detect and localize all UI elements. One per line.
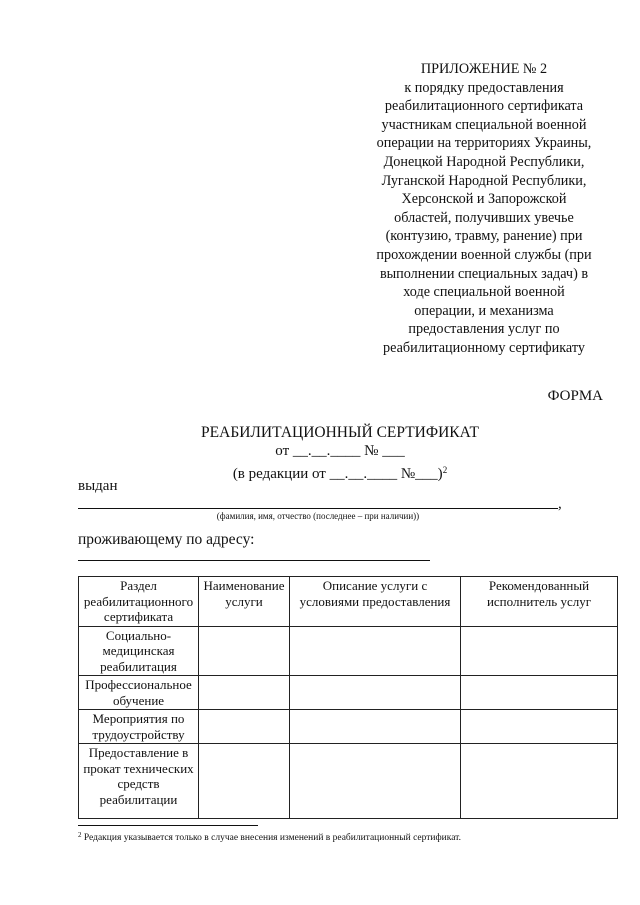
table-cell[interactable]	[461, 710, 618, 744]
table-header-cell: Описание услуги с условиями предоставления	[290, 577, 461, 627]
table-cell-section: Профессиональное обучение	[79, 676, 199, 710]
table-cell[interactable]	[461, 744, 618, 819]
footnote-text: Редакция указывается только в случае внесения изменений в реабилитационный сертификат.	[81, 833, 461, 843]
appendix-line: (контузию, травму, ранение) при	[385, 228, 583, 245]
certificate-title: РЕАБИЛИТАЦИОННЫЙ СЕРТИФИКАТ	[201, 424, 479, 441]
fio-caption: (фамилия, имя, отчество (последнее – при наличии))	[216, 511, 420, 521]
appendix-line: ходе специальной военной	[403, 284, 565, 301]
table-header-row	[79, 577, 618, 627]
table-cell-section: Мероприятия по трудоустройству	[79, 710, 199, 744]
table-cell[interactable]	[199, 710, 290, 744]
table-cell[interactable]	[290, 710, 461, 744]
form-label: ФОРМА	[547, 388, 603, 404]
table-cell[interactable]	[199, 626, 290, 676]
table-header-cell: Рекомендованный исполнитель услуг	[461, 577, 618, 627]
appendix-line: прохождении военной службы (при	[376, 246, 592, 263]
address-fill-line[interactable]	[78, 560, 430, 561]
table-row	[79, 626, 618, 676]
table-row	[79, 676, 618, 710]
appendix-line: ПРИЛОЖЕНИЕ № 2	[420, 61, 548, 77]
fio-fill-line[interactable]	[78, 508, 558, 509]
appendix-line: Херсонской и Запорожской	[401, 191, 567, 208]
appendix-line: Луганской Народной Республики,	[381, 172, 587, 189]
table-cell[interactable]	[199, 744, 290, 819]
table-header-cell: Наименование услуги	[199, 577, 290, 627]
fio-comma: ,	[558, 496, 562, 512]
table-cell[interactable]	[290, 676, 461, 710]
appendix-header	[360, 60, 608, 358]
table-cell-section: Предоставление в прокат технических средств реабилитации	[79, 744, 199, 819]
table-cell[interactable]	[461, 626, 618, 676]
certificate-title-block	[78, 423, 602, 484]
appendix-line: реабилитационному сертификату	[383, 339, 585, 356]
certificate-edition	[78, 461, 602, 484]
footnote	[78, 831, 461, 843]
table-row	[79, 710, 618, 744]
address-label: проживающему по адресу:	[78, 531, 255, 548]
table-row	[79, 744, 618, 819]
appendix-line: выполнении специальных задач) в	[379, 265, 589, 282]
appendix-line: операции, и механизма	[414, 302, 554, 319]
services-table	[78, 576, 618, 819]
table-header-cell: Раздел реабилитационного сертификата	[79, 577, 199, 627]
footnote-mark: 2	[442, 465, 448, 475]
footnote-mark: 2	[78, 831, 82, 839]
certificate-date-number: от __.__.____ № ___	[275, 443, 405, 459]
table-cell[interactable]	[290, 626, 461, 676]
appendix-line: участникам специальной военной	[381, 116, 587, 133]
appendix-line: операции на территориях Украины,	[376, 135, 592, 152]
footnote-separator	[78, 825, 258, 826]
appendix-line: предоставления услуг по	[408, 321, 560, 338]
table-cell-section: Социально-медицинская реабилитация	[79, 626, 199, 676]
appendix-line: реабилитационного сертификата	[384, 98, 584, 115]
table-cell[interactable]	[199, 676, 290, 710]
table-cell[interactable]	[290, 744, 461, 819]
table-cell[interactable]	[461, 676, 618, 710]
issued-label: выдан	[78, 478, 118, 494]
certificate-edition-text: (в редакции от __.__.____ №___)	[232, 466, 443, 482]
appendix-line: Донецкой Народной Республики,	[383, 153, 585, 170]
appendix-line: областей, получивших увечье	[394, 209, 574, 226]
appendix-line: к порядку предоставления	[404, 79, 564, 96]
